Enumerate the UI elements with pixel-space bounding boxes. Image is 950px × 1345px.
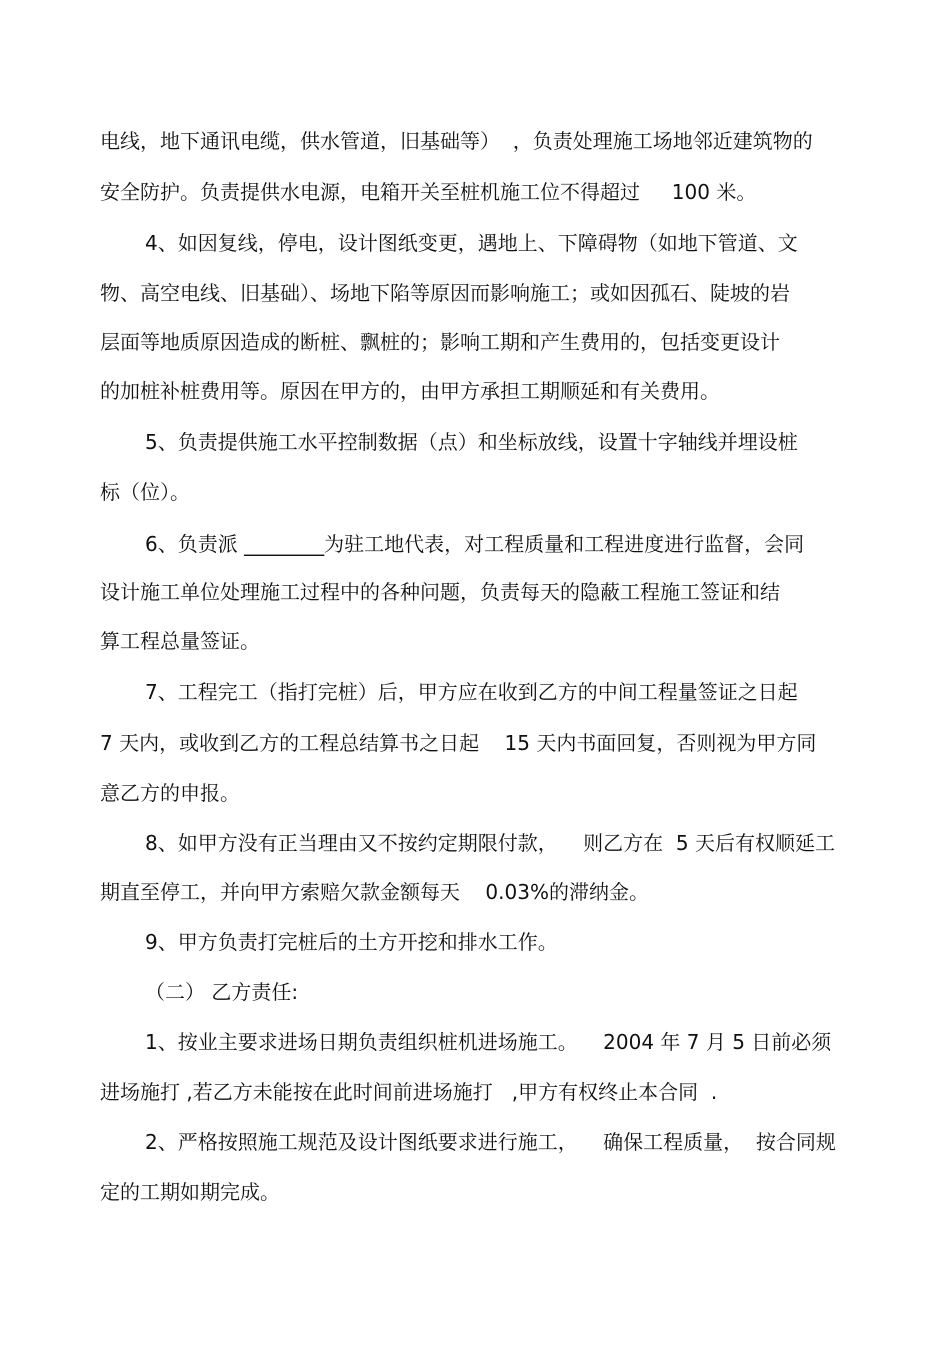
text-line: 层面等地质原因造成的断桩、飘桩的；影响工期和产生费用的，包括变更设计 <box>100 330 780 354</box>
text-line: 进场施打 ,若乙方未能按在此时间前进场施打 ,甲方有权终止本合同 . <box>100 1080 718 1104</box>
text-line: 安全防护。负责提供水电源，电箱开关至桩机施工位不得超过 100 米。 <box>100 180 757 204</box>
text-line: 定的工期如期完成。 <box>100 1180 280 1204</box>
text-line: 电线，地下通讯电缆，供水管道，旧基础等） ，负责处理施工场地邻近建筑物的 <box>100 129 813 153</box>
text-line: 4、如因复线，停电，设计图纸变更，遇地上、下障碍物（如地下管道、文 <box>145 231 798 255</box>
text-line: 9、甲方负责打完桩后的土方开挖和排水工作。 <box>145 930 558 954</box>
text-line: 6、负责派 ________为驻工地代表，对工程质量和工程进度进行监督，会同 <box>145 532 805 556</box>
text-line: 1、按业主要求进场日期负责组织桩机进场施工。 2004 年 7 月 5 日前必须 <box>145 1030 832 1054</box>
text-line: 7、工程完工（指打完桩）后，甲方应在收到乙方的中间工程量签证之日起 <box>145 680 798 704</box>
section-heading: （二） 乙方责任: <box>145 980 299 1004</box>
text-line: 7 天内，或收到乙方的工程总结算书之日起 15 天内书面回复，否则视为甲方同 <box>100 731 817 755</box>
text-line: 物、高空电线、旧基础）、场地下陷等原因而影响施工；或如因孤石、陡坡的岩 <box>100 281 790 305</box>
text-line: 的加桩补桩费用等。原因在甲方的，由甲方承担工期顺延和有关费用。 <box>100 379 720 403</box>
text-line: 期直至停工，并向甲方索赔欠款金额每天 0.03%的滞纳金。 <box>100 880 649 904</box>
text-line: 标（位）。 <box>100 480 190 504</box>
text-line: 设计施工单位处理施工过程中的各种问题，负责每天的隐蔽工程施工签证和结 <box>100 580 780 604</box>
text-line: 意乙方的申报。 <box>100 781 240 805</box>
text-line: 5、负责提供施工水平控制数据（点）和坐标放线，设置十字轴线并埋设桩 <box>145 430 798 454</box>
text-line: 8、如甲方没有正当理由又不按约定期限付款， 则乙方在 5 天后有权顺延工 <box>145 831 835 855</box>
text-line: 算工程总量签证。 <box>100 629 260 653</box>
text-line: 2、严格按照施工规范及设计图纸要求进行施工， 确保工程质量， 按合同规 <box>145 1130 836 1154</box>
